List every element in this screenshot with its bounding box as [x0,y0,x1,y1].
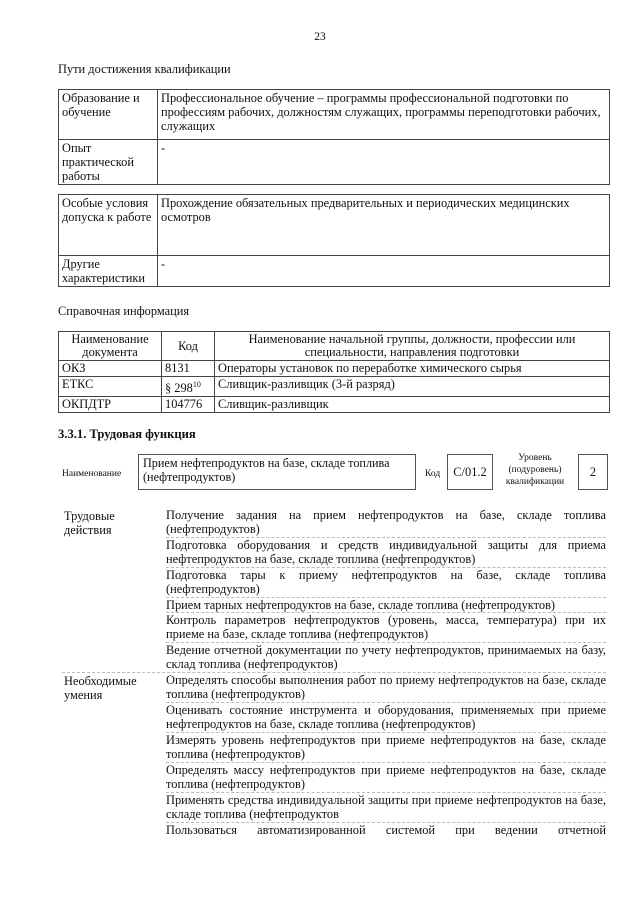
row-value: - [158,140,610,185]
list-item: Подготовка оборудования и средств индивидуальной защиты для приема нефтепродуктов на базе, складе топлива (нефтепродуктов) [166,538,606,566]
table-row [59,377,610,397]
row-label: Опыт практической работы [59,140,158,185]
cell-name: Сливщик-разливщик (3-й разряд) [215,377,610,397]
row-value: - [158,256,610,287]
row-value: Профессиональное обучение – программы профессиональной подготовки по профессиям рабочих, должностям служащих, программы переподготовки рабочих, служащих [158,90,610,140]
cell-code: 8131 [162,361,215,377]
section-heading-reference: Справочная информация [58,304,190,318]
list-item: Применять средства индивидуальной защиты при приеме нефтепродуктов на базе, складе топлива (нефтепродуктов [166,793,606,821]
page-number: 23 [314,31,326,43]
row-label: Образование и обучение [59,90,158,140]
footnote-ref: 10 [192,380,201,389]
list-item: Измерять уровень нефтепродуктов при приеме нефтепродуктов на базе, складе топлива (нефтепродуктов) [166,733,606,761]
skills-label: Необходимые умения [64,674,137,702]
row-label: Особые условия допуска к работе [59,195,158,256]
function-code: С/01.2 [453,465,487,479]
function-name: Прием нефтепродуктов на базе, складе топлива (нефтепродуктов) [143,456,390,484]
row-value: Прохождение обязательных предварительных и периодических медицинских осмотров [158,195,610,256]
reference-table [58,331,610,413]
level-value: 2 [589,465,597,479]
code-box [447,454,493,490]
cell-code [162,377,215,397]
table-row [59,140,610,185]
table-row [59,90,610,140]
table-row [59,256,610,287]
function-title: 3.3.1. Трудовая функция [58,427,196,441]
column-header: Наименование начальной группы, должности, профессии или специальности, направления подготовки [215,332,610,361]
cell-doc: ЕТКС [59,377,162,397]
labor-actions-label: Трудовые действия [64,509,115,537]
table-row [59,361,610,377]
list-item: Получение задания на прием нефтепродуктов на базе, складе топлива (нефтепродуктов) [166,508,606,536]
table-row [59,195,610,256]
table-row [59,397,610,413]
cell-doc: ОКЗ [59,361,162,377]
section-heading-qualification-paths: Пути достижения квалификации [58,62,231,76]
column-header: Код [162,332,215,361]
qualification-table [58,89,610,185]
list-item: Пользоваться автоматизированной системой при ведении отчетной [166,823,606,837]
list-item: Определять способы выполнения работ по приему нефтепродуктов на базе, складе топлива (нефтепродуктов) [166,673,606,701]
level-box [578,454,608,490]
list-item: Прием тарных нефтепродуктов на базе, складе топлива (нефтепродуктов) [166,598,556,612]
list-item: Оценивать состояние инструмента и оборудования, применяемых при приеме нефтепродуктов на базе, складе топлива (нефтепродуктов) [166,703,606,731]
cell-doc: ОКПДТР [59,397,162,413]
function-name-box [138,454,416,490]
table-header-row [59,332,610,361]
cell-name: Сливщик-разливщик [215,397,610,413]
name-label: Наименование [62,469,122,479]
cell-name: Операторы установок по переработке химического сырья [215,361,610,377]
cell-code: 104776 [162,397,215,413]
code-label: Код [425,469,441,479]
list-item: Ведение отчетной документации по учету нефтепродуктов, принимаемых на базу, склад топлива (нефтепродуктов) [166,643,606,671]
conditions-table [58,194,610,287]
list-item: Контроль параметров нефтепродуктов (уровень, масса, температура) при их приеме на базе, складе топлива (нефтепродуктов) [166,613,606,641]
level-label: Уровень (подуровень) квалификации [505,453,565,487]
row-label: Другие характеристики [59,256,158,287]
list-item: Определять массу нефтепродуктов при приеме нефтепродуктов на базе, складе топлива (нефтепродуктов) [166,763,606,791]
code-text: § 298 [165,381,193,396]
column-header: Наименование документа [59,332,162,361]
list-item: Подготовка тары к приему нефтепродуктов на базе, складе топлива (нефтепродуктов) [166,568,606,596]
